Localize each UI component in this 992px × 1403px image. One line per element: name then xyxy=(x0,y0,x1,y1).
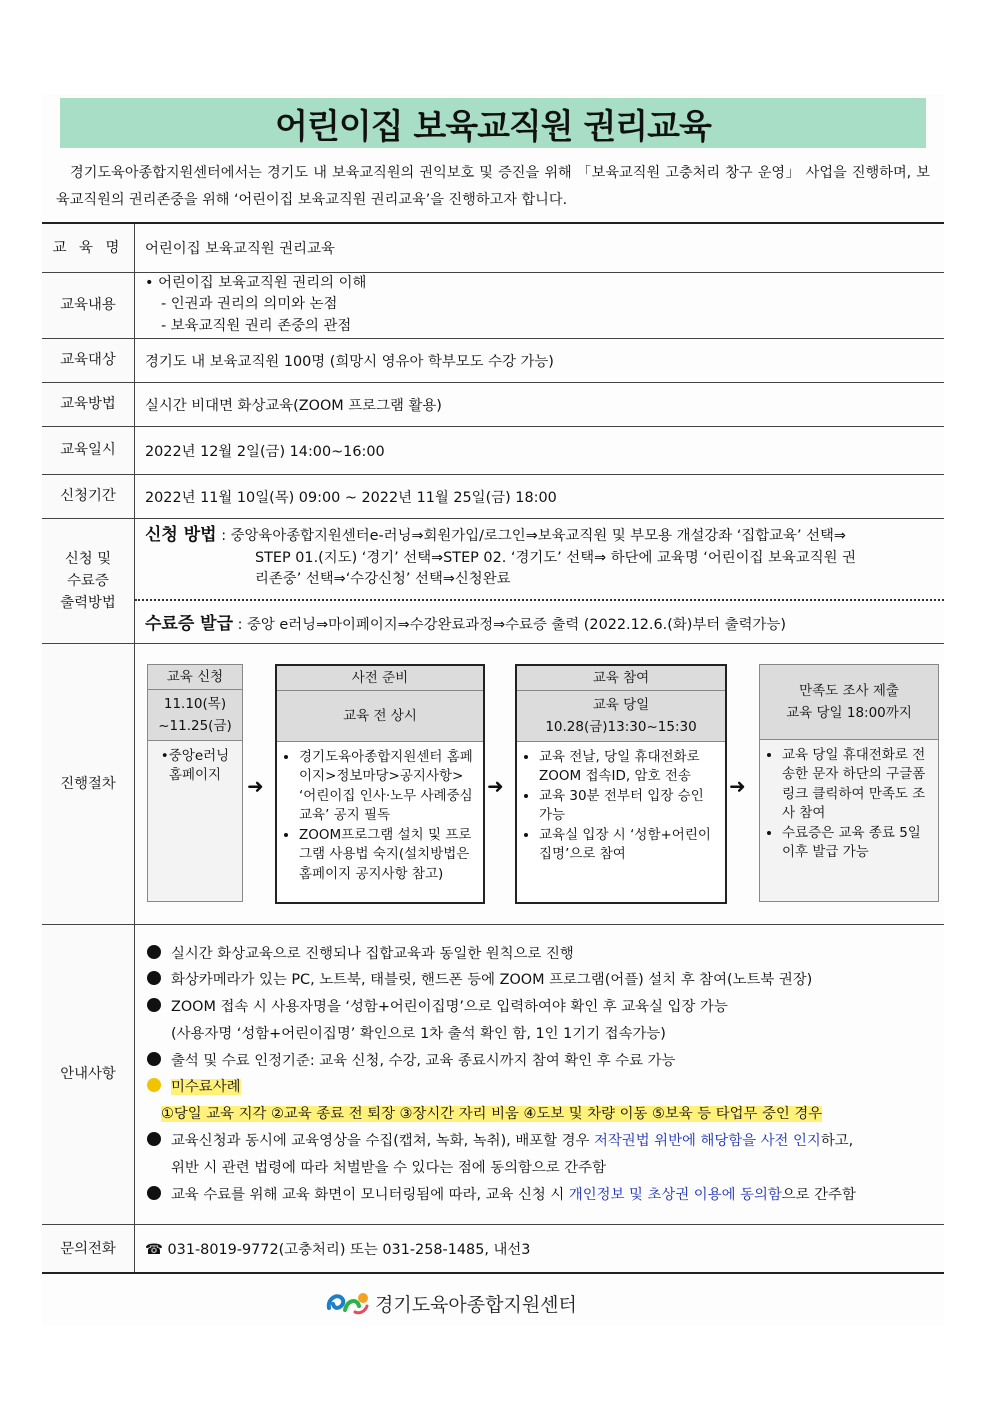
value-name: 어린이집 보육교직원 권리교육 xyxy=(135,223,945,272)
cert-block xyxy=(135,601,944,642)
row-content xyxy=(42,272,944,338)
cert-text: : 중앙 e러닝⇒마이페이지⇒수강완료과정⇒수료증 출력 (2022.12.6.(화)부터 출력가능) xyxy=(237,616,786,633)
step-survey-box xyxy=(759,664,939,902)
content-line-2: - 인권과 권리의 의미와 논점 xyxy=(161,296,338,313)
step-attend-head: 교육 참여 xyxy=(517,666,725,691)
document-page xyxy=(42,94,944,1326)
content-line-1: • 어린이집 보육교직원 권리의 이해 xyxy=(145,274,367,291)
label-date: 교육일시 xyxy=(42,426,135,474)
step-prepare-box xyxy=(275,664,485,904)
label-target: 교육대상 xyxy=(42,338,135,382)
step-apply-body-2: 홈페이지 xyxy=(168,767,222,783)
footer-org-name: 경기도육아종합지원센터 xyxy=(375,1293,577,1316)
step-apply-box xyxy=(147,664,243,902)
value-period: 2022년 11월 10일(목) 09:00 ~ 2022년 11월 25일(금) 18:00 xyxy=(135,474,945,518)
row-period xyxy=(42,474,944,518)
step-apply-body-1: •중앙e러닝 xyxy=(160,747,230,764)
footer-logo xyxy=(325,1288,577,1318)
apply-method-text-3: 리존중’ 선택⇒‘수강신청’ 선택⇒신청완료 xyxy=(255,571,511,588)
row-notes xyxy=(42,924,944,1225)
value-target: 경기도 내 보육교직원 100명 (희망시 영유아 학부모도 수강 가능) xyxy=(135,338,945,382)
contact-value: 031-8019-9772(고충처리) 또는 031-258-1485, 내선3 xyxy=(167,1242,531,1259)
apply-method-text-2: STEP 01.(지도) ‘경기’ 선택⇒STEP 02. ‘경기도’ 선택⇒ 하단에 교육명 ‘어린이집 보육교직원 권 xyxy=(255,549,857,566)
phone-icon: ☎ xyxy=(145,1242,163,1259)
step-survey-sub-1: 만족도 조사 제출 xyxy=(799,682,899,699)
apply-label-3: 출력방법 xyxy=(60,594,116,611)
row-contact xyxy=(42,1225,944,1273)
step-prepare-item-1: • 경기도육아종합지원센터 홈페이지>정보마당>공지사항> ‘어린이집 인사·노무 사례중심 교육’ 공지 필독 xyxy=(299,748,475,826)
note-6: 교육신청과 동시에 교육영상을 수집(캡쳐, 녹화, 녹취), 배포할 경우 저작권법 위반에 해당함을 사전 인지하고, xyxy=(147,1128,938,1155)
intro-paragraph: 경기도육아종합지원센터에서는 경기도 내 보육교직원의 권익보호 및 증진을 위해 「보육교직원 고충처리 창구 운영」 사업을 진행하며, 보육교직원의 권리존중을 위해 ‘어린이집 보육교직원 권리교육’을 진행하고자 합니다. xyxy=(56,165,930,208)
bullet-icon xyxy=(147,1132,161,1146)
apply-method-text-1: : 중앙육아종합지원센터e-러닝⇒회원가입/로그인⇒보육교직원 및 부모용 개설강좌 ‘집합교육’ 선택⇒ xyxy=(221,528,846,545)
notes-list xyxy=(135,925,944,1225)
step-attend-box xyxy=(515,664,727,904)
note-6-detail: 위반 시 관련 법령에 따라 처벌받을 수 있다는 점에 동의함으로 간주함 xyxy=(171,1159,606,1176)
row-target xyxy=(42,338,944,382)
apply-method-block xyxy=(135,519,944,599)
label-process: 진행절차 xyxy=(42,643,135,924)
step-prepare-item-2: • ZOOM프로그램 설치 및 프로그램 사용법 숙지(설치방법은 홈페이지 공지사항 참고) xyxy=(299,826,475,885)
label-method: 교육방법 xyxy=(42,382,135,426)
step-attend-item-2: • 교육 30분 전부터 입장 승인 가능 xyxy=(539,787,717,826)
label-period: 신청기간 xyxy=(42,474,135,518)
content-line-3: - 보육교직원 권리 존중의 관점 xyxy=(161,317,352,334)
label-content: 교육내용 xyxy=(42,272,135,338)
note-2: 화상카메라가 있는 PC, 노트북, 태블릿, 핸드폰 등에 ZOOM 프로그램(어플) 설치 후 참여(노트북 권장) xyxy=(147,967,938,994)
step-attend-item-3: • 교육실 입장 시 ‘성함+어린이집명’으로 참여 xyxy=(539,826,717,865)
apply-label-1: 신청 및 xyxy=(64,550,112,567)
apply-label-2: 수료증 xyxy=(67,572,109,589)
arrow-icon: ➜ xyxy=(729,773,746,798)
value-method: 실시간 비대면 화상교육(ZOOM 프로그램 활용) xyxy=(135,382,945,426)
bullet-icon xyxy=(147,1186,161,1200)
step-attend-sub-2: 10.28(금)13:30~15:30 xyxy=(545,718,697,735)
step-survey-item-1: • 교육 당일 휴대전화로 전송한 문자 하단의 구글폼 링크 클릭하여 만족도 조사 참여 xyxy=(782,746,930,824)
label-notes: 안내사항 xyxy=(42,924,135,1225)
cert-title: 수료증 발급 xyxy=(145,613,234,634)
step-survey-sub-2: 교육 당일 18:00까지 xyxy=(786,704,912,721)
bullet-icon xyxy=(147,945,161,959)
row-name xyxy=(42,223,944,272)
step-apply-date-2: ~11.25(금) xyxy=(158,717,232,734)
label-contact: 문의전화 xyxy=(42,1225,135,1273)
bullet-icon xyxy=(147,1052,161,1066)
bullet-icon xyxy=(147,971,161,985)
process-flow xyxy=(135,644,944,924)
arrow-icon: ➜ xyxy=(487,773,504,798)
row-apply xyxy=(42,518,944,643)
step-apply-head: 교육 신청 xyxy=(148,665,242,690)
label-name: 교 육 명 xyxy=(42,223,135,272)
note-5-detail: ①당일 교육 지각 ②교육 종료 전 퇴장 ③장시간 자리 비움 ④도보 및 차량 이동 ⑤보육 등 타업무 중인 경우 xyxy=(161,1106,823,1123)
note-1: 실시간 화상교육으로 진행되나 집합교육과 동일한 원칙으로 진행 xyxy=(147,941,938,968)
step-prepare-sub: 교육 전 상시 xyxy=(277,691,483,742)
arrow-icon: ➜ xyxy=(247,773,264,798)
step-prepare-head: 사전 준비 xyxy=(277,666,483,691)
step-attend-sub-1: 교육 당일 xyxy=(592,696,650,713)
note-3: ZOOM 접속 시 사용자명을 ‘성함+어린이집명’으로 입력하여야 확인 후 교육실 입장 가능 xyxy=(147,994,938,1021)
note-7: 교육 수료를 위해 교육 화면이 모니터링됨에 따라, 교육 신청 시 개인정보 및 초상권 이용에 동의함으로 간주함 xyxy=(147,1182,938,1209)
org-logo-icon xyxy=(325,1288,371,1318)
value-date: 2022년 12월 2일(금) 14:00~16:00 xyxy=(135,426,945,474)
row-date xyxy=(42,426,944,474)
note-4: 출석 및 수료 인정기준: 교육 신청, 수강, 교육 종료시까지 참여 확인 후 수료 가능 xyxy=(147,1048,938,1075)
apply-method-title: 신청 방법 xyxy=(145,525,217,546)
bullet-icon xyxy=(147,998,161,1012)
info-table xyxy=(42,222,944,1274)
step-apply-date-1: 11.10(목) xyxy=(163,695,227,712)
row-process xyxy=(42,643,944,924)
page-title: 어린이집 보육교직원 권리교육 xyxy=(275,106,711,147)
step-survey-item-2: • 수료증은 교육 종료 5일 이후 발급 가능 xyxy=(782,824,930,863)
bullet-icon xyxy=(147,1078,161,1092)
note-3-detail: (사용자명 ‘성함+어린이집명’ 확인으로 1차 출석 확인 함, 1인 1기기 접속가능) xyxy=(171,1025,666,1042)
step-attend-item-1: • 교육 전날, 당일 휴대전화로 ZOOM 접속ID, 암호 전송 xyxy=(539,748,717,787)
title-banner xyxy=(60,98,926,148)
row-method xyxy=(42,382,944,426)
note-5: 미수료사례 xyxy=(147,1074,938,1101)
